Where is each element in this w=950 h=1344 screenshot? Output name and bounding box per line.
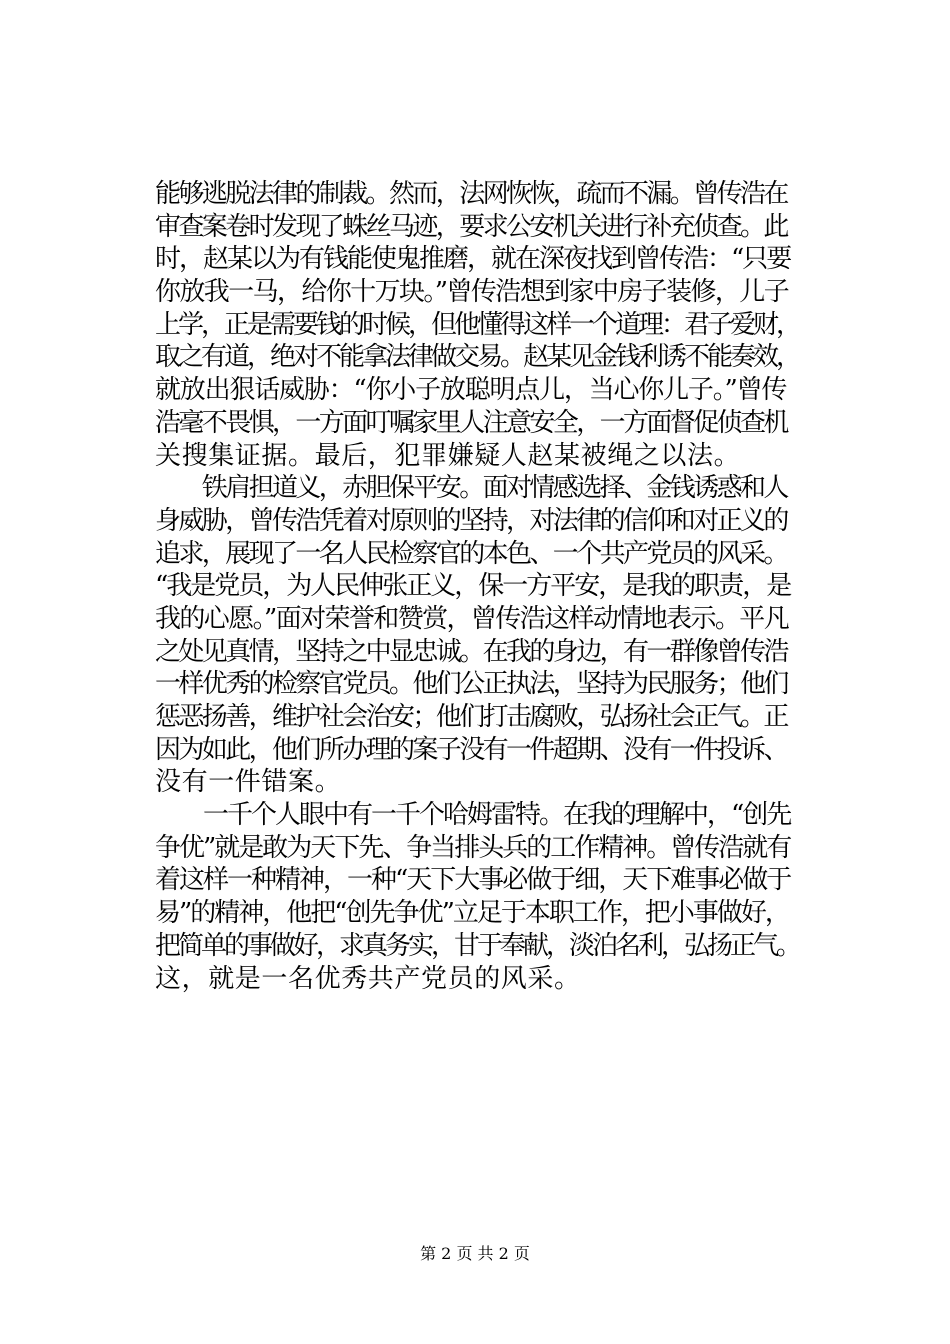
text-line-7: 就放出狠话威胁：“你小子放聪明点儿，当心你儿子。”曾传 xyxy=(155,375,787,406)
text-line-13: “我是党员，为人民伸张正义，保一方平安，是我的职责，是 xyxy=(155,571,791,602)
text-line-4: 你放我一马，给你十万块。”曾传浩想到家中房子装修，儿子 xyxy=(155,277,789,308)
text-line-6: 取之有道，绝对不能拿法律做交易。赵某见金钱利诱不能奏效， xyxy=(155,342,800,373)
text-line-3: 时，赵某以为有钱能使鬼推磨，就在深夜找到曾传浩：“只要 xyxy=(155,244,791,275)
text-line-16: 一样优秀的检察官党员。他们公正执法，坚持为民服务；他们 xyxy=(155,669,787,700)
text-line-21: 争优”就是敢为天下先、争当排头兵的工作精神。曾传浩就有 xyxy=(155,832,791,863)
text-line-18: 因为如此，他们所办理的案子没有一件超期、没有一件投诉、 xyxy=(155,734,787,765)
text-line-19: 没有一件错案。 xyxy=(155,767,342,798)
text-line-10: 铁肩担道义，赤胆保平安。面对情感选择、金钱诱惑和人 xyxy=(155,473,787,504)
text-line-11: 身威胁，曾传浩凭着对原则的坚持，对法律的信仰和对正义的 xyxy=(155,505,787,536)
text-line-9: 关搜集证据。最后，犯罪嫌疑人赵某被绳之以法。 xyxy=(155,440,741,471)
text-line-5: 上学，正是需要钱的时候，但他懂得这样一个道理：君子爱财， xyxy=(155,309,800,340)
text-line-15: 之处见真情，坚持之中显忠诚。在我的身边，有一群像曾传浩 xyxy=(155,636,787,667)
text-line-8: 浩毫不畏惧，一方面叮嘱家里人注意安全，一方面督促侦查机 xyxy=(155,407,787,438)
text-line-22: 着这样一种精神，一种“天下大事必做于细，天下难事必做于 xyxy=(155,865,791,896)
text-line-1: 能够逃脱法律的制裁。然而，法网恢恢，疏而不漏。曾传浩在 xyxy=(155,179,787,209)
text-line-17: 惩恶扬善，维护社会治安；他们打击腐败，弘扬社会正气。正 xyxy=(155,702,787,732)
text-line-25: 这，就是一名优秀共产党员的风采。 xyxy=(155,963,581,994)
text-line-2: 审查案卷时发现了蛛丝马迹，要求公安机关进行补充侦查。此 xyxy=(155,211,787,242)
text-line-14: 我的心愿。”面对荣誉和赞赏，曾传浩这样动情地表示。平凡 xyxy=(155,603,789,634)
text-line-12: 追求，展现了一名人民检察官的本色、一个共产党员的风采。 xyxy=(155,538,787,569)
text-line-23: 易”的精神，他把“创先争优”立足于本职工作，把小事做好， xyxy=(155,898,789,929)
article-body xyxy=(155,178,800,995)
text-line-20: 一千个人眼中有一千个哈姆雷特。在我的理解中，“创先 xyxy=(155,800,791,831)
text-line-24: 把简单的事做好，求真务实，甘于奉献，淡泊名利，弘扬正气。 xyxy=(155,930,800,961)
page-number-footer: 第 2 页 共 2 页 xyxy=(420,1244,530,1263)
